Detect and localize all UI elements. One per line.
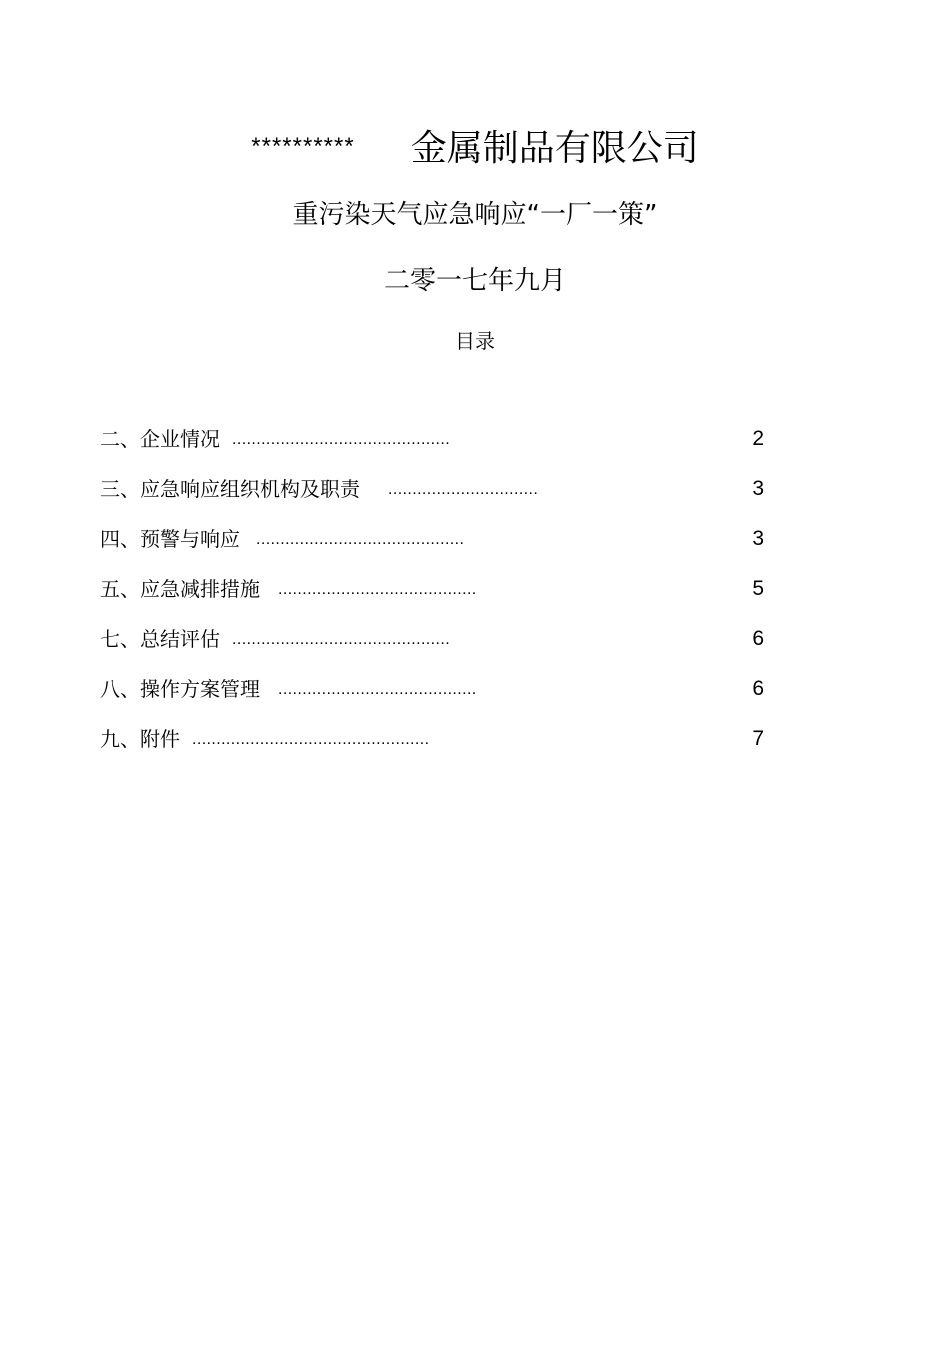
toc-entry-label: 九、附件 bbox=[100, 727, 180, 751]
company-name: 金属制品有限公司 bbox=[410, 128, 699, 169]
toc-heading: 目录 bbox=[455, 329, 495, 353]
toc-entry[interactable] bbox=[100, 624, 770, 674]
toc-entry[interactable] bbox=[100, 674, 770, 724]
toc-leader-dots: ........................................... bbox=[256, 531, 465, 548]
document-date: 二零一七年九月 bbox=[383, 266, 566, 296]
toc-entry[interactable] bbox=[100, 524, 770, 574]
toc-page-number: 3 bbox=[752, 477, 764, 500]
toc-leader-dots: ......................................... bbox=[278, 681, 477, 698]
toc-leader-dots: ......................................... bbox=[278, 581, 477, 598]
toc-page-number: 6 bbox=[752, 627, 764, 650]
toc-entry-label: 五、应急减排措施 bbox=[100, 577, 260, 601]
toc-leader-dots: ................................................. bbox=[192, 731, 430, 748]
toc-entry-label: 八、操作方案管理 bbox=[100, 677, 260, 701]
toc-entry[interactable] bbox=[100, 574, 770, 624]
toc-entry-label: 二、企业情况 bbox=[100, 427, 220, 451]
document-subtitle: 重污染天气应急响应“一厂一策” bbox=[292, 200, 658, 230]
toc-entry[interactable] bbox=[100, 424, 770, 474]
toc-page-number: 5 bbox=[752, 577, 764, 600]
toc-entry-label: 三、应急响应组织机构及职责 bbox=[100, 477, 360, 501]
toc-entry-label: 七、总结评估 bbox=[100, 627, 220, 651]
toc-page-number: 6 bbox=[752, 677, 764, 700]
table-of-contents bbox=[100, 424, 770, 774]
toc-leader-dots: ............................................. bbox=[232, 631, 451, 648]
toc-entry[interactable] bbox=[100, 724, 770, 774]
toc-page-number: 2 bbox=[752, 427, 764, 450]
toc-leader-dots: ............................... bbox=[388, 481, 539, 498]
toc-leader-dots: ............................................. bbox=[232, 431, 451, 448]
company-name-mask: ********** bbox=[251, 133, 355, 160]
document-title bbox=[0, 122, 950, 174]
toc-entry[interactable] bbox=[100, 474, 770, 524]
toc-entry-label: 四、预警与响应 bbox=[100, 527, 240, 551]
toc-page-number: 7 bbox=[752, 727, 764, 750]
toc-page-number: 3 bbox=[752, 527, 764, 550]
